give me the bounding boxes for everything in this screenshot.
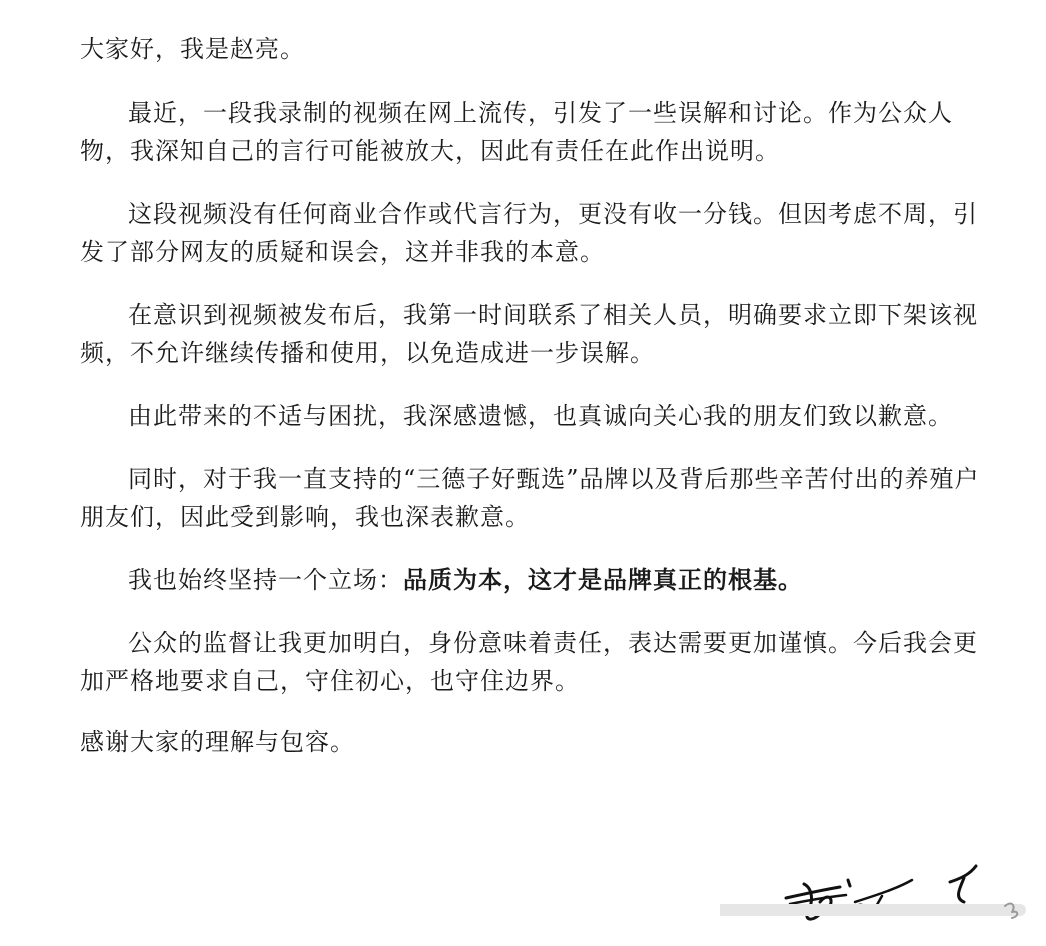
- paragraph-responsibility: 公众的监督让我更加明白，身份意味着责任，表达需要更加谨慎。今后我会更加严格地要求自己，守住初心，也守住边界。: [80, 629, 978, 695]
- stance-emphasis: 品质为本，这才是品牌真正的根基。: [403, 565, 803, 594]
- greeting: 大家好，我是赵亮。: [80, 35, 305, 63]
- paragraph-brand-apology: 同时，对于我一直支持的“三德子好甄选”品牌以及背后那些辛苦付出的养殖户朋友们，因此受到影响，我也深表歉意。: [80, 465, 980, 531]
- letter-body: [80, 30, 985, 786]
- paragraph-stance: [80, 561, 985, 599]
- paragraph-apology: 由此带来的不适与困扰，我深感遗憾，也真诚向关心我的朋友们致以歉意。: [128, 402, 953, 430]
- closing-line: 感谢大家的理解与包容。: [80, 728, 355, 756]
- paragraph-takedown: 在意识到视频被发布后，我第一时间联系了相关人员，明确要求立即下架该视频，不允许继续传播和使用，以免造成进一步误解。: [80, 301, 978, 367]
- paragraph-recent-video: 最近，一段我录制的视频在网上流传，引发了一些误解和讨论。作为公众人物，我深知自己的言行可能被放大，因此有责任在此作出说明。: [80, 99, 953, 165]
- stance-prefix: 我也始终坚持一个立场：: [128, 566, 403, 594]
- paragraph-no-commercial: 这段视频没有任何商业合作或代言行为，更没有收一分钱。但因考虑不周，引发了部分网友的质疑和误会，这并非我的本意。: [80, 200, 978, 266]
- handwritten-signature-icon: [720, 840, 1030, 930]
